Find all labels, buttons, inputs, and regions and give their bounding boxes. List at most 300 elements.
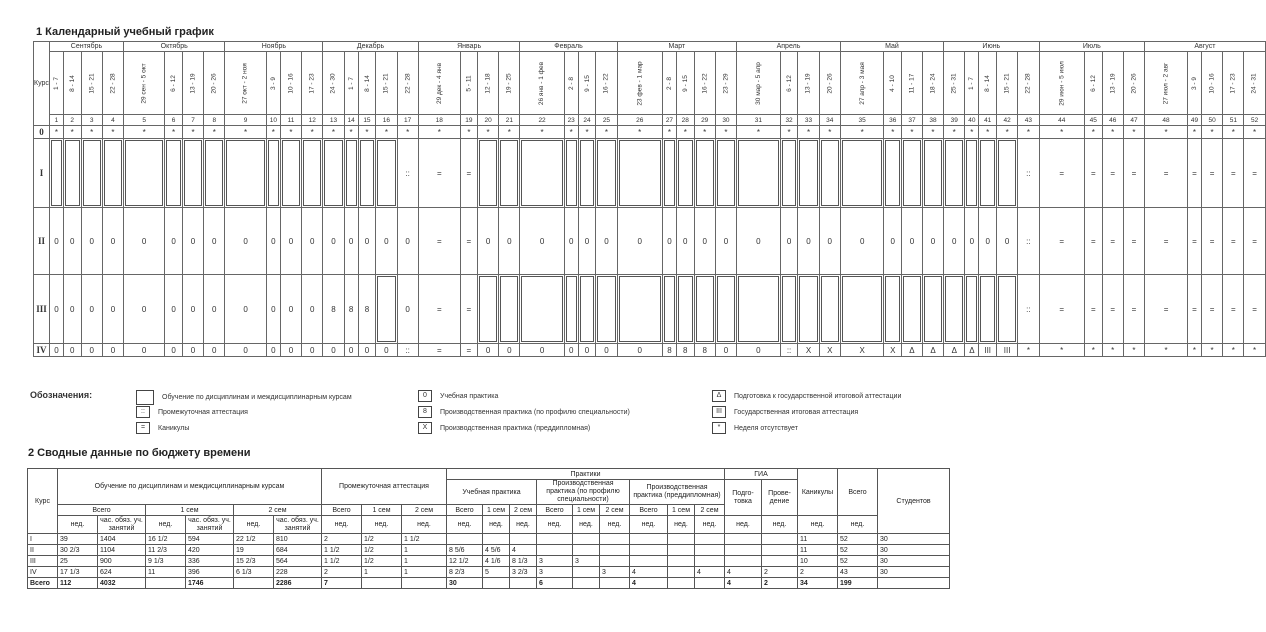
calendar-row [34,275,1266,344]
schedule-cell [1145,126,1188,139]
summary-cell: 39 [58,534,98,545]
cell-mark: * [585,127,589,137]
week-range: 13 - 19 [805,72,812,94]
schedule-cell [397,139,418,208]
cell-mark: * [507,127,511,137]
week-number: 52 [1244,115,1265,126]
schedule-cell [344,344,358,357]
cell-mark: = [1090,236,1096,246]
schedule-cell [819,275,840,344]
schedule-cell [1201,275,1222,344]
summary-cell: 4 [630,567,668,578]
summary-cell [668,534,695,545]
sum-h-kanik: Каникулы [798,469,838,516]
summary-cell: 336 [186,556,234,567]
sum-sub-p1-vsego: Всего [537,505,573,516]
schedule-cell [840,275,884,344]
schedule-cell [344,275,358,344]
cell-mark: :: [405,168,410,178]
summary-cell: 4 [695,567,725,578]
unit-header: нед. [573,516,600,534]
cell-mark: 0 [171,236,176,246]
cell-mark: X [859,345,865,355]
cell-mark: Δ [909,345,915,355]
month-header: Май [840,42,943,52]
schedule-cell [225,208,266,275]
cell-mark: = [1110,236,1116,246]
schedule-cell [165,275,183,344]
schedule-cell [499,139,520,208]
schedule-cell [1187,126,1201,139]
schedule-cell [944,126,965,139]
cell-mark: Δ [930,345,936,355]
summary-cell: 11 [798,545,838,556]
cell-mark: 0 [723,236,729,246]
cell-mark: 0 [110,345,116,355]
week-number: 11 [280,115,301,126]
course-label: I [34,139,50,208]
cell-mark: 0 [70,236,75,246]
schedule-cell [358,139,376,208]
schedule-cell [1244,344,1265,357]
sum-sub-uch-2sem: 2 сем [510,505,537,516]
cell-mark: 0 [171,345,176,355]
cell-mark: 0 [288,304,294,314]
week-number: 1 [49,115,63,126]
week-range: 17 - 23 [308,72,316,94]
week-number: 44 [1039,115,1084,126]
schedule-cell [460,275,477,344]
cell-mark: * [1253,127,1257,137]
week-number: 16 [376,115,397,126]
schedule-cell [280,344,301,357]
course-label: 0 [34,126,50,139]
summary-cell: 810 [274,534,322,545]
cell-mark: 0 [756,236,761,246]
schedule-cell [1223,126,1244,139]
study-box [842,276,883,342]
schedule-cell [1123,139,1144,208]
schedule-cell [225,139,266,208]
summary-cell [725,534,762,545]
schedule-cell [520,344,564,357]
week-range: 6 - 12 [1089,74,1097,92]
week-range: 5 - 11 [465,74,473,92]
cell-mark: * [604,127,608,137]
schedule-cell [596,208,617,275]
cell-mark: 0 [859,236,865,246]
schedule-cell [280,139,301,208]
legend-symbol: III [712,406,726,418]
schedule-cell [520,275,564,344]
cell-mark: * [1060,127,1064,137]
cell-mark: 0 [288,236,294,246]
legend-item [712,406,858,418]
cell-mark: * [910,127,914,137]
summary-cell: 4 [725,567,762,578]
cell-mark: = [1059,304,1065,314]
cell-mark: * [1210,345,1214,355]
summary-cell: 4 5/6 [483,545,510,556]
schedule-cell [1145,208,1188,275]
study-box [205,140,223,206]
schedule-cell [902,275,923,344]
schedule-cell [1018,126,1039,139]
schedule-cell [1145,344,1188,357]
week-number: 15 [358,115,376,126]
legend-item [712,390,901,402]
summary-cell: 2 [762,578,798,589]
schedule-cell [1223,139,1244,208]
sum-sub-2sem: 2 сем [234,505,322,516]
week-number: 24 [578,115,596,126]
sum-sub-vsego: Всего [58,505,146,516]
schedule-cell [63,139,81,208]
schedule-cell [397,275,418,344]
unit-header: нед. [725,516,762,534]
calendar-title: 1 Календарный учебный график [36,26,214,38]
week-number: 46 [1102,115,1123,126]
study-box [738,140,779,206]
cell-mark: 0 [190,236,196,246]
cell-mark: 0 [405,236,410,246]
unit-header: нед. [600,516,630,534]
cell-mark: * [467,127,471,137]
cell-mark: :: [1026,304,1031,314]
cell-mark: 0 [364,345,370,355]
schedule-cell [819,139,840,208]
summary-row [28,556,950,567]
unit-header: нед. [362,516,402,534]
study-box [966,140,977,206]
schedule-cell [102,344,123,357]
schedule-cell [499,126,520,139]
schedule-cell [1084,139,1102,208]
summary-course: Всего [28,578,58,589]
cell-mark: 0 [584,236,590,246]
summary-cell: 30 [447,578,483,589]
cell-mark: * [1060,345,1064,355]
schedule-cell [944,139,965,208]
cell-mark: 0 [364,236,370,246]
week-number: 12 [302,115,323,126]
summary-cell [573,545,600,556]
summary-row [28,534,950,545]
unit-header: час. обяз. уч. занятий [274,516,322,534]
cell-mark: * [638,127,642,137]
cell-mark: 0 [89,236,94,246]
week-range: 22 - 28 [404,72,412,94]
study-box [998,276,1016,342]
cell-mark: = [1230,168,1236,178]
schedule-cell [884,139,902,208]
sum-h-podg: Подго-товка [725,480,762,516]
schedule-cell [737,208,781,275]
cell-mark: = [1230,236,1236,246]
study-box [782,140,797,206]
week-number: 51 [1223,115,1244,126]
cell-mark: 0 [141,345,147,355]
study-box [303,140,321,206]
study-box [580,140,595,206]
schedule-cell [323,344,344,357]
summary-cell [600,534,630,545]
study-box [597,140,615,206]
schedule-cell [49,275,63,344]
schedule-cell [694,208,715,275]
schedule-cell [1102,208,1123,275]
cell-mark: 0 [507,345,512,355]
cell-mark: * [331,127,336,137]
week-number: 43 [1018,115,1039,126]
schedule-cell [358,126,376,139]
cell-mark: 0 [786,236,792,246]
schedule-cell [902,126,923,139]
cell-mark: 0 [604,236,609,246]
cell-mark: * [667,127,671,137]
cell-mark: = [1163,168,1169,178]
summary-cell [762,545,798,556]
schedule-cell [102,208,123,275]
study-box [821,276,839,342]
cell-mark: * [703,127,707,137]
cell-mark: :: [1026,236,1031,246]
schedule-cell [1244,126,1265,139]
summary-cell [668,556,695,567]
cell-mark: * [70,127,74,137]
study-box [51,140,62,206]
schedule-cell [1145,139,1188,208]
schedule-cell [884,208,902,275]
cell-mark: = [1110,168,1116,178]
summary-cell: 6 [537,578,573,589]
schedule-cell [499,275,520,344]
schedule-cell [1123,208,1144,275]
cell-mark: 0 [54,236,59,246]
schedule-cell [737,344,781,357]
schedule-cell [676,208,694,275]
summary-cell: 3 [537,567,573,578]
calendar-row [34,139,1266,208]
study-box [980,140,995,206]
schedule-cell [266,139,280,208]
cell-mark: * [540,127,544,137]
cell-mark: 0 [604,345,609,355]
cell-mark: * [891,127,895,137]
sum-h-gia: ГИА [725,469,798,480]
month-header: Июнь [944,42,1039,52]
cell-mark: * [142,127,146,137]
sum-sub-p1-1sem: 1 сем [573,505,600,516]
summary-cell: 624 [98,567,146,578]
unit-header: нед. [838,516,878,534]
schedule-cell [694,275,715,344]
week-number: 21 [499,115,520,126]
month-header: Декабрь [323,42,418,52]
schedule-cell [397,344,418,357]
cell-mark: 0 [243,236,248,246]
schedule-cell [1084,275,1102,344]
week-number: 6 [165,115,183,126]
schedule-cell [182,208,203,275]
calendar-row [34,208,1266,275]
cell-mark: = [1209,236,1215,246]
study-box [782,276,797,342]
week-range: 16 - 22 [701,72,709,94]
sum-h-prom: Промежуточная аттестация [322,469,447,505]
cell-mark: 0 [405,304,410,314]
unit-header: нед. [695,516,725,534]
schedule-cell [477,139,498,208]
cell-mark: III [984,345,992,355]
schedule-cell [418,139,460,208]
schedule-cell [204,126,225,139]
schedule-cell [344,126,358,139]
cell-mark: 0 [702,236,707,246]
week-number: 10 [266,115,280,126]
schedule-cell [49,139,63,208]
schedule-cell [884,344,902,357]
schedule-cell [477,275,498,344]
cell-mark: * [349,127,353,137]
week-range: 8 - 14 [984,74,992,92]
legend-text: Государственная итоговая аттестация [734,408,859,416]
summary-cell: 4 1/6 [483,556,510,567]
cell-mark: * [986,127,990,137]
summary-cell: 12 1/2 [447,556,483,567]
study-box [500,276,518,342]
schedule-cell [323,275,344,344]
schedule-cell [564,139,578,208]
week-range: 15 - 21 [382,72,390,94]
schedule-cell [280,275,301,344]
cell-mark: * [1111,127,1115,137]
schedule-cell [979,344,997,357]
week-number: 27 [662,115,676,126]
summary-cell: 1 [402,545,447,556]
cell-mark: 0 [1004,236,1010,246]
schedule-cell [662,275,676,344]
cell-mark: * [172,127,176,137]
schedule-cell [418,275,460,344]
schedule-cell [1187,275,1201,344]
study-box [664,276,675,342]
cell-mark: * [1091,345,1095,355]
week-range: 23 - 29 [722,72,730,94]
schedule-cell [49,126,63,139]
study-box [842,140,883,206]
week-range: 27 апр - 3 мая [858,61,866,105]
schedule-cell [358,208,376,275]
schedule-cell [165,126,183,139]
cell-mark: * [486,127,490,137]
cell-mark: Δ [969,345,975,355]
cell-mark: * [1231,345,1235,355]
cell-mark: 0 [70,345,75,355]
summary-cell [762,556,798,567]
study-box [521,140,562,206]
legend-symbol: :: [136,406,150,418]
summary-cell [510,534,537,545]
schedule-cell [397,126,418,139]
month-header: Ноябрь [225,42,323,52]
schedule-cell [1018,344,1039,357]
schedule-cell [1187,139,1201,208]
week-number: 40 [965,115,979,126]
cell-mark: 0 [54,304,59,314]
summary-cell: 34 [798,578,838,589]
schedule-cell [1123,344,1144,357]
cell-mark: = [1252,168,1257,178]
cell-mark: 0 [827,236,832,246]
week-range: 27 окт - 2 ноя [242,62,250,104]
week-range: 1 - 7 [347,76,355,90]
cell-mark: = [1209,168,1215,178]
study-box [580,276,595,342]
study-box [945,140,963,206]
schedule-cell [1018,208,1039,275]
schedule-cell [182,139,203,208]
schedule-cell [1187,208,1201,275]
schedule-cell [997,344,1018,357]
cell-mark: = [1059,168,1065,178]
cell-mark: * [1253,345,1257,355]
summary-cell: 1 1/2 [322,556,362,567]
schedule-cell [617,275,662,344]
summary-cell: 11 2/3 [146,545,186,556]
cell-mark: * [90,127,94,137]
schedule-cell [344,208,358,275]
schedule-cell [204,139,225,208]
cell-mark: = [1110,304,1116,314]
schedule-cell [780,275,798,344]
schedule-cell [358,344,376,357]
cell-mark: * [437,127,441,137]
study-box [924,140,942,206]
study-box [479,140,497,206]
schedule-cell [715,126,736,139]
study-box [885,276,900,342]
week-range: 30 мар - 5 апр [754,61,762,105]
summary-cell [762,534,798,545]
week-number: 45 [1084,115,1102,126]
summary-cell: 11 [146,567,186,578]
schedule-cell [979,126,997,139]
cell-mark: 8 [331,304,336,314]
cell-mark: :: [1026,168,1031,178]
cell-mark: 0 [568,236,574,246]
week-number: 18 [418,115,460,126]
sum-sub-prom-2sem: 2 сем [402,505,447,516]
summary-cell [695,534,725,545]
cell-mark: X [827,345,833,355]
study-box [65,140,80,206]
schedule-cell [460,126,477,139]
week-range: 18 - 24 [929,72,937,94]
week-number: 50 [1201,115,1222,126]
cell-mark: :: [405,345,410,355]
summary-cell [537,545,573,556]
schedule-cell [798,126,819,139]
study-box [945,276,963,342]
schedule-cell [225,126,266,139]
legend-text: Учебная практика [440,392,499,400]
cell-mark: = [1192,236,1197,246]
week-range: 24 - 31 [1251,72,1259,94]
schedule-cell [819,126,840,139]
study-box [717,276,735,342]
cell-mark: = [1059,236,1065,246]
